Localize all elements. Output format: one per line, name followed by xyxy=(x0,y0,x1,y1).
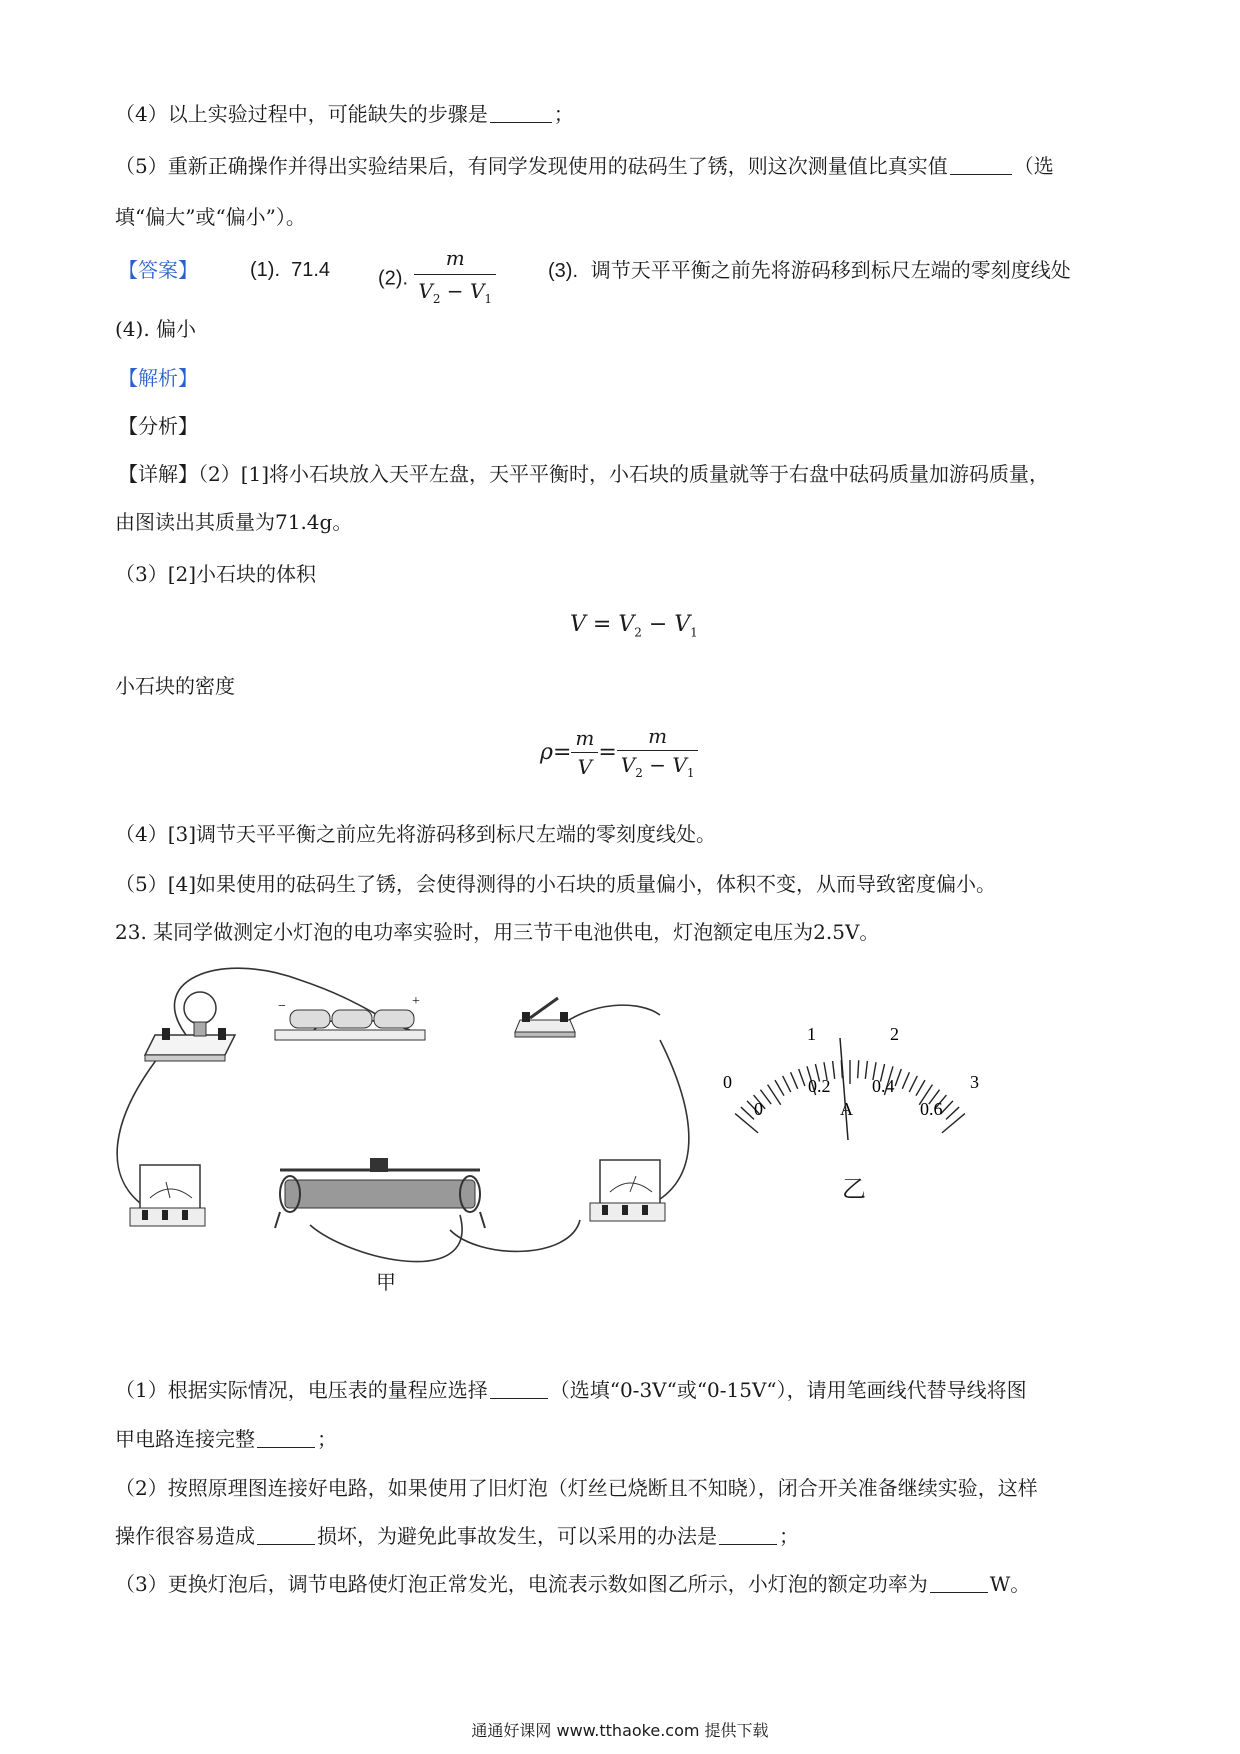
answer-tag: 【答案】 xyxy=(118,258,198,282)
question-4: （4）以上实验过程中，可能缺失的步骤是 ； xyxy=(115,102,574,126)
density-equation: ρ = $\frac{m}{V}$ = $\frac{m}{V_2 - V_1}$ xyxy=(540,724,698,780)
dial-tick xyxy=(791,1072,798,1089)
dial-tick xyxy=(902,1072,909,1089)
detail-1: 【详解】（2）[1]将小石块放入天平左盘，天平平衡时，小石块的质量就等于右盘中砝码质量加游码质量， xyxy=(118,462,1050,486)
volume-equation: $V = V_2 - V_1$ xyxy=(570,612,698,640)
dial-bottom-label: 0 xyxy=(754,1099,763,1119)
dial-tick xyxy=(895,1069,901,1086)
dial-unit: A xyxy=(840,1099,853,1119)
dial-tick xyxy=(946,1107,959,1119)
dial-tick xyxy=(799,1069,805,1086)
answer-4: (4). 偏小 xyxy=(115,317,197,341)
answer-2: (2). $\frac{m}{V_2 - V_1}$ xyxy=(378,244,496,313)
dial-bottom-label: 0.6 xyxy=(920,1099,943,1119)
dial-top-label: 3 xyxy=(970,1072,979,1092)
answer-blank xyxy=(257,1427,315,1448)
dial-top-label: 2 xyxy=(890,1024,899,1044)
detail-2: 由图读出其质量为71.4g。 xyxy=(115,510,353,534)
ammeter-dial xyxy=(710,1010,1010,1190)
q23-part-1: （1）根据实际情况，电压表的量程应选择 （选填“0-3V“或“0-15V“），请用笔画线代替导线将图 xyxy=(115,1378,1027,1402)
answer-blank xyxy=(719,1524,777,1545)
question-5-line2: 填“偏大”或“偏小”）。 xyxy=(115,205,306,229)
dial-bottom-label: 0.4 xyxy=(872,1076,895,1096)
dial-top-label: 1 xyxy=(807,1024,816,1044)
dial-tick xyxy=(783,1076,791,1092)
svg-text:−: − xyxy=(278,999,286,1014)
dial-tick xyxy=(741,1107,754,1119)
density-fraction: $\frac{m}{V_2 - V_1}$ xyxy=(414,244,496,313)
question-23-title: 23. 某同学做测定小灯泡的电功率实验时，用三节干电池供电，灯泡额定电压为2.5V。 xyxy=(115,920,880,944)
answer-blank xyxy=(950,154,1012,175)
lamp-icon xyxy=(145,992,235,1061)
dial-tick xyxy=(916,1080,925,1096)
answer-blank xyxy=(257,1524,315,1545)
answer-3: (3). 调节天平平衡之前先将游码移到标尺左端的零刻度线处 xyxy=(548,258,1071,282)
ammeter-icon xyxy=(590,1160,665,1221)
detail-3: （3）[2]小石块的体积 xyxy=(115,562,317,586)
answer-1: (1). 71.4 xyxy=(250,259,331,281)
svg-text:+: + xyxy=(412,994,420,1009)
dial-tick xyxy=(833,1061,835,1079)
voltmeter-icon xyxy=(130,1165,205,1226)
dial-tick xyxy=(909,1076,917,1092)
answer-blank xyxy=(490,1378,548,1399)
dial-tick xyxy=(775,1080,784,1096)
q23-part-2-line2: 操作很容易造成 损坏，为避免此事故发生，可以采用的办法是 ； xyxy=(115,1524,799,1548)
switch-icon xyxy=(515,998,575,1037)
dial-needle xyxy=(840,1038,848,1140)
detail-5: （5）[4]如果使用的砝码生了锈，会使得测得的小石块的质量偏小，体积不变，从而导致密度偏小。 xyxy=(115,872,997,896)
detail-4: （4）[3]调节天平平衡之前应先将游码移到标尺左端的零刻度线处。 xyxy=(115,822,717,846)
figure-a-label: 甲 xyxy=(376,1270,396,1294)
fenxi-heading: 【分析】 xyxy=(118,414,198,438)
figure-b-label: 乙 xyxy=(842,1175,866,1203)
density-label: 小石块的密度 xyxy=(115,674,235,698)
circuit-figure xyxy=(100,960,700,1300)
dial-top-label: 0 xyxy=(723,1072,732,1092)
q23-part-3: （3）更换灯泡后，调节电路使灯泡正常发光，电流表示数如图乙所示，小灯泡的额定功率为 W。 xyxy=(115,1572,1031,1596)
q23-part-2: （2）按照原理图连接好电路，如果使用了旧灯泡（灯丝已烧断且不知晓），闭合开关准备继续实验，这样 xyxy=(115,1476,1038,1500)
dial-tick xyxy=(865,1061,867,1079)
dial-bottom-label: 0.2 xyxy=(808,1076,831,1096)
rheostat-icon xyxy=(275,1158,485,1228)
page-footer: 通通好课网 www.tthaoke.com 提供下载 xyxy=(471,1721,769,1740)
dial-tick xyxy=(942,1114,965,1133)
answer-blank xyxy=(930,1572,988,1593)
analysis-tag: 【解析】 xyxy=(118,366,198,390)
dial-tick xyxy=(858,1060,859,1078)
q23-part-1-line2: 甲电路连接完整 ； xyxy=(115,1427,337,1451)
answer-blank xyxy=(490,102,552,123)
question-5: （5）重新正确操作并得出实验结果后，有同学发现使用的砝码生了锈，则这次测量值比真实值 （选 xyxy=(115,154,1054,178)
